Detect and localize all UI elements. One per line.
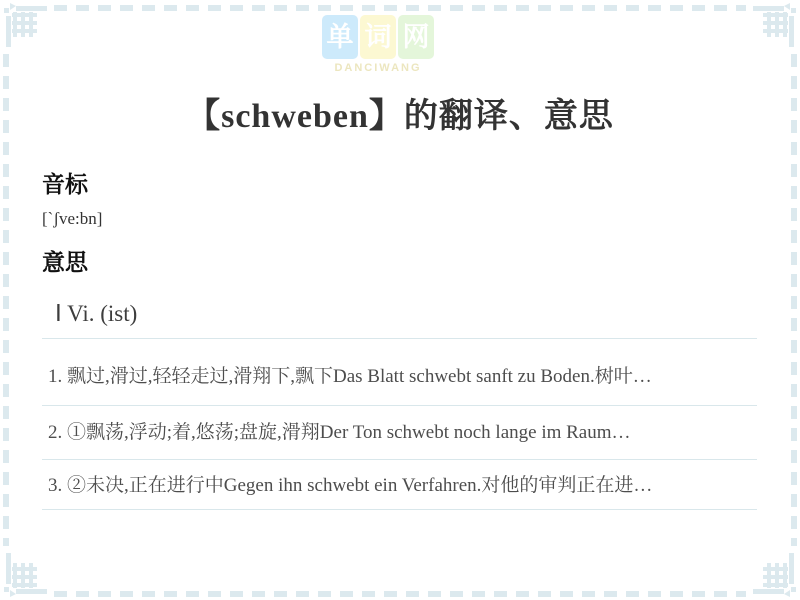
site-logo [322, 15, 434, 74]
corner-ornament-icon [750, 550, 798, 598]
logo-square-dan: 单 [322, 15, 358, 59]
corner-ornament-icon [2, 2, 50, 50]
logo-squares [322, 15, 434, 59]
meaning-item: 1. 飘过,滑过,轻轻走过,滑翔下,飘下Das Blatt schwebt sanft zu Boden.树叶… [42, 339, 757, 406]
meaning-item: 2. ①飘荡,浮动;着,悠荡;盘旋,滑翔Der Ton schwebt noch lange im Raum… [42, 406, 757, 460]
page-title: 【schweben】的翻译、意思 [186, 98, 614, 135]
meaning-item: 3. ②未决,正在进行中Gegen ihn schwebt ein Verfahren.对他的审判正在进… [42, 460, 757, 510]
logo-caption: DANCIWANG [334, 62, 422, 74]
logo-square-wang: 网 [398, 15, 434, 59]
meaning-heading: 意思 [42, 250, 88, 275]
corner-ornament-icon [750, 2, 798, 50]
main-content [42, 170, 757, 510]
phonetic-heading: 音标 [42, 172, 88, 197]
corner-ornament-icon [2, 550, 50, 598]
phonetic-value: [`ʃve:bn] [42, 209, 103, 228]
logo-square-ci: 词 [360, 15, 396, 59]
meaning-list [42, 338, 757, 510]
pos-heading: Ⅰ Vi. (ist) [55, 301, 138, 326]
dashed-border-bottom [54, 591, 746, 597]
dashed-border-top [54, 5, 746, 11]
